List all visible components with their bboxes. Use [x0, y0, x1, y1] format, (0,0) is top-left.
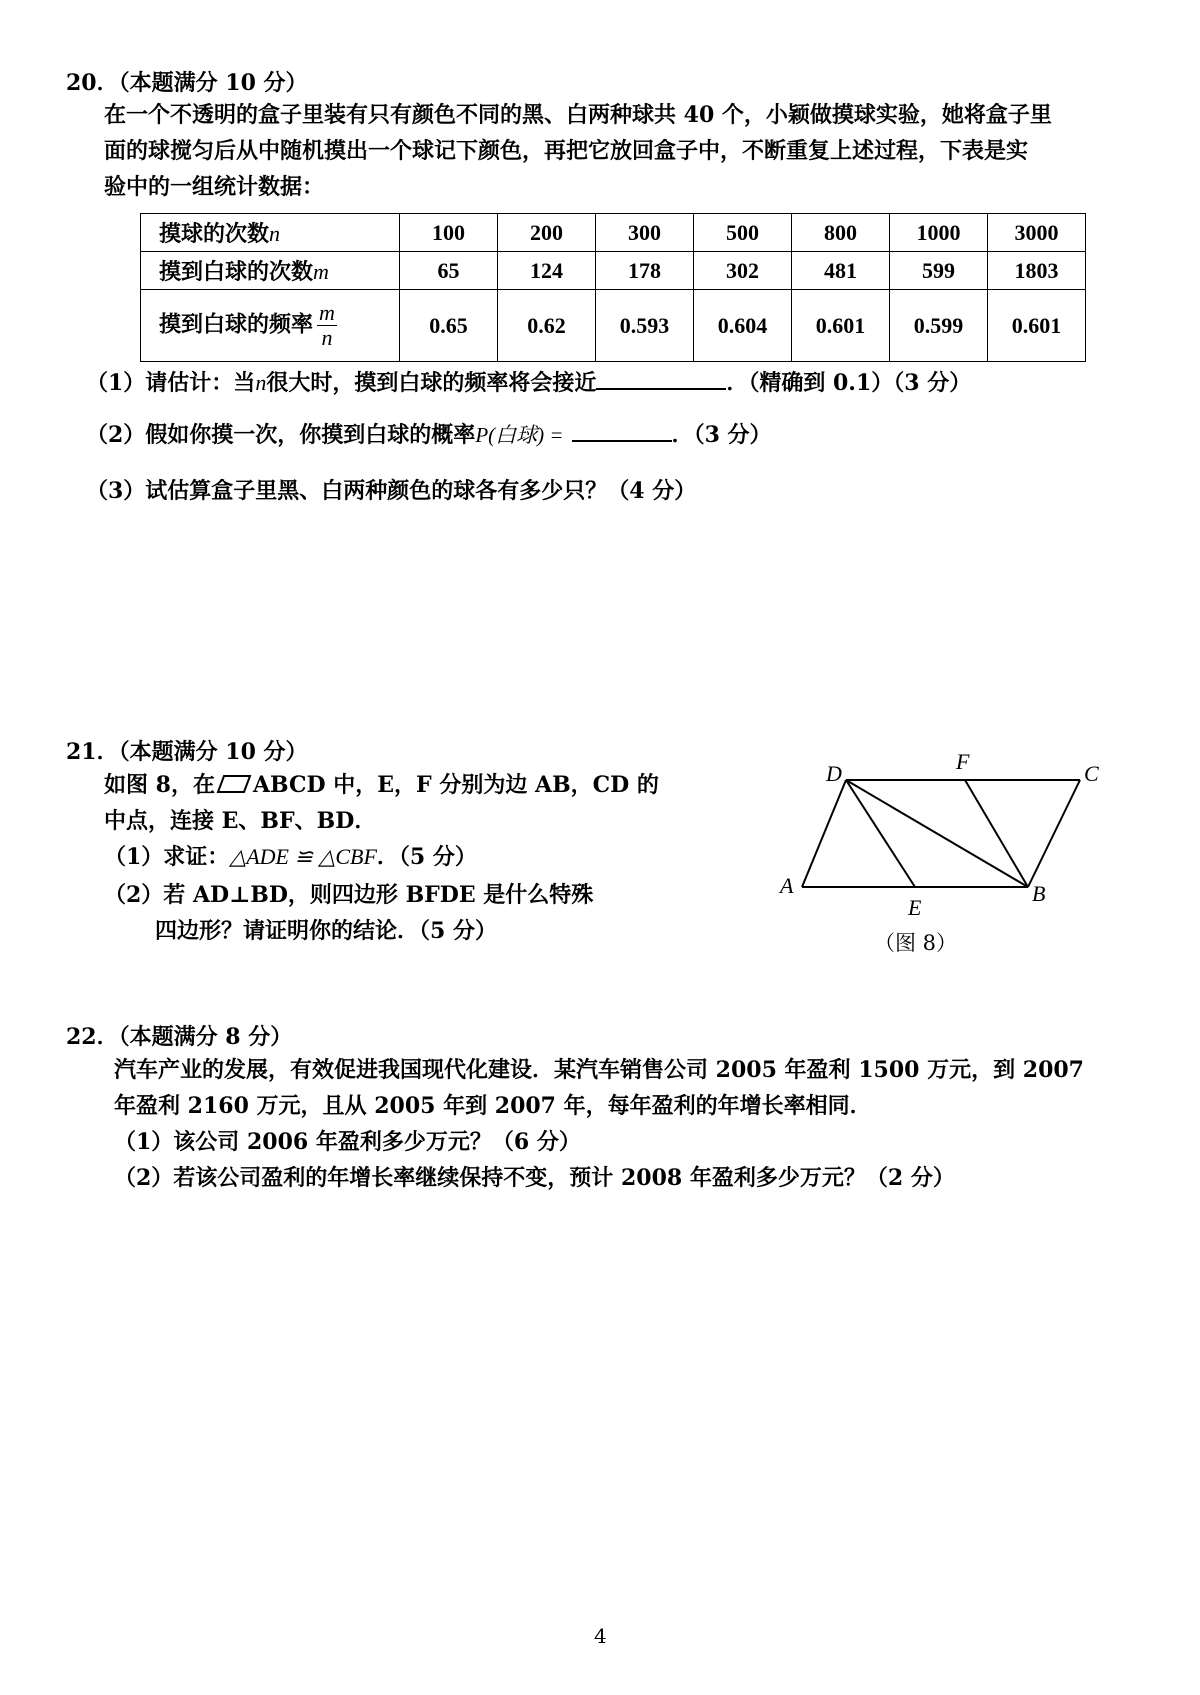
label-f: F [956, 749, 970, 774]
q21-part2-line2: 四边形？请证明你的结论．（5 分） [155, 918, 497, 944]
edge-bc [1028, 780, 1080, 887]
q20-intro-line1: 在一个不透明的盒子里装有只有颜色不同的黑、白两种球共 40 个，小颖做摸球实验，她将盒子里 [104, 102, 1052, 128]
q22-line2: 年盈利 2160 万元，且从 2005 年到 2007 年，每年盈利的年增长率相同． [114, 1093, 872, 1119]
q20-part2: （2）假如你摸一次，你摸到白球的概率P(白球) = ．（3 分） [86, 422, 772, 448]
q21-part2-line1: （2）若 AD⊥BD，则四边形 BFDE 是什么特殊 [104, 882, 594, 908]
answer-blank-1[interactable] [596, 368, 726, 390]
q20-stats-table [140, 213, 1086, 362]
q20-part1: （1）请估计：当n很大时，摸到白球的频率将会接近 ．（精确到 0.1）（3 分） [86, 370, 972, 396]
table-cell: 300 [596, 214, 694, 252]
q20-part3: （3）试估算盒子里黑、白两种颜色的球各有多少只？（4 分） [86, 478, 697, 504]
page-number: 4 [594, 1624, 607, 1648]
fraction-m-over-n: $\frac{m}{n}$ [319, 300, 335, 350]
q20-intro [104, 97, 1164, 205]
table-cell: 302 [694, 252, 792, 290]
table-cell: 100 [400, 214, 498, 252]
table-cell: 0.62 [498, 290, 596, 362]
q22-part1: （1）该公司 2006 年盈利多少万元？（6 分） [114, 1129, 581, 1155]
q22-line1: 汽车产业的发展，有效促进我国现代化建设．某汽车销售公司 2005 年盈利 1500 万元，到 2007 [114, 1057, 1084, 1083]
table-cell: 0.65 [400, 290, 498, 362]
figure-caption: （图 8） [874, 931, 958, 955]
table-cell: 3000 [988, 214, 1086, 252]
figure-8-parallelogram [760, 745, 1100, 960]
label-c: C [1084, 761, 1099, 786]
q21-header: （本题满分 10 分） [118, 739, 308, 765]
edge-ad [802, 780, 846, 887]
congruence-expression: △ADE ≌ △CBF [229, 844, 377, 869]
row-header-white-count: 摸到白球的次数m [141, 252, 400, 290]
label-e: E [908, 895, 922, 920]
q21-part1: （1）求证：△ADE ≌ △CBF．（5 分） [104, 844, 477, 870]
q22-part2: （2）若该公司盈利的年增长率继续保持不变，预计 2008 年盈利多少万元？（2 分） [114, 1165, 955, 1191]
label-b: B [1032, 881, 1046, 906]
table-cell: 0.601 [988, 290, 1086, 362]
table-cell: 0.599 [890, 290, 988, 362]
q21-number: 21． [66, 739, 119, 765]
table-cell: 178 [596, 252, 694, 290]
table-cell: 0.593 [596, 290, 694, 362]
table-cell: 1803 [988, 252, 1086, 290]
segment-de [846, 780, 915, 887]
table-cell: 500 [694, 214, 792, 252]
q22-header: （本题满分 8 分） [118, 1024, 293, 1050]
table-cell: 599 [890, 252, 988, 290]
answer-blank-2[interactable] [572, 420, 672, 442]
parallelogram-icon [216, 774, 252, 794]
table-cell: 0.601 [792, 290, 890, 362]
q21-line2: 中点，连接 E、BF、BD． [104, 808, 377, 834]
row-header-trials: 摸球的次数n [141, 214, 400, 252]
q22-number: 22． [66, 1024, 119, 1050]
q20-header: （本题满分 10 分） [118, 70, 308, 96]
q20-intro-line2: 面的球搅匀后从中随机摸出一个球记下颜色，再把它放回盒子中，不断重复上述过程，下表是实 [104, 138, 1029, 164]
probability-expression: P(白球) = [475, 423, 564, 447]
table-cell: 481 [792, 252, 890, 290]
q21-body [104, 767, 744, 839]
q22-title [66, 1020, 292, 1051]
table-cell: 1000 [890, 214, 988, 252]
q20-number: 20． [66, 70, 119, 96]
q20-intro-line3: 验中的一组统计数据： [104, 174, 325, 200]
segment-db [846, 780, 1028, 887]
label-a: A [780, 873, 794, 898]
q20-title [66, 66, 308, 97]
table-cell: 124 [498, 252, 596, 290]
segment-bf [965, 780, 1028, 887]
label-d: D [826, 761, 842, 786]
table-cell: 200 [498, 214, 596, 252]
q21-title [66, 735, 308, 766]
table-row [141, 214, 1086, 252]
table-cell: 65 [400, 252, 498, 290]
q22-body [114, 1052, 1174, 1196]
row-header-white-frequency: 摸到白球的频率 $\frac{m}{n}$ [141, 290, 400, 362]
table-cell: 800 [792, 214, 890, 252]
table-row [141, 252, 1086, 290]
q21-line1: 如图 8，在 ABCD 中，E，F 分别为边 AB，CD 的 [104, 772, 659, 798]
table-cell: 0.604 [694, 290, 792, 362]
table-row [141, 290, 1086, 362]
